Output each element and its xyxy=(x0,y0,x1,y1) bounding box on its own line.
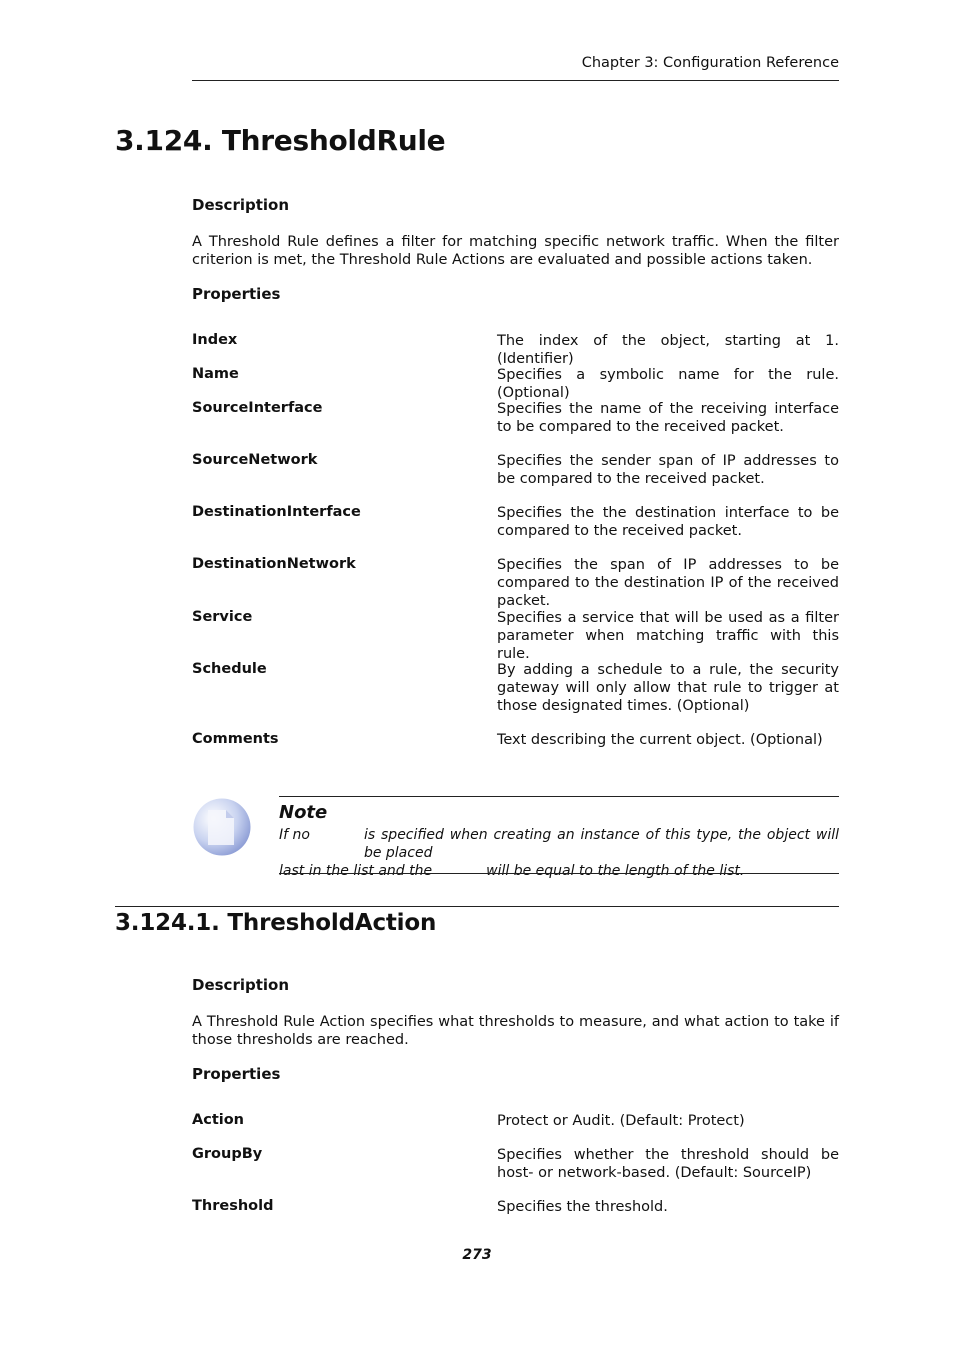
note-icon xyxy=(192,797,252,857)
running-header: Chapter 3: Configuration Reference xyxy=(581,55,839,71)
property-description: Specifies a symbolic name for the rule. (Optional) xyxy=(497,367,839,401)
property-description: Text describing the current object. (Optional) xyxy=(497,732,823,748)
property-name: Service xyxy=(192,609,253,625)
properties-label: Properties xyxy=(192,1065,281,1083)
description-text: A Threshold Rule defines a filter for matching specific network traffic. When the filter criterion is met, the Threshold Rule Actions are evaluated and possible actions taken. xyxy=(192,234,839,268)
property-name: DestinationInterface xyxy=(192,504,361,520)
property-description: Specifies the threshold. xyxy=(497,1199,668,1215)
property-description: Specifies the sender span of IP addresses to be compared to the received packet. xyxy=(497,453,839,487)
property-description: Specifies the the destination interface to be compared to the received packet. xyxy=(497,505,839,539)
property-description: Specifies the name of the receiving interface to be compared to the received packet. xyxy=(497,401,839,435)
properties-label: Properties xyxy=(192,285,281,303)
property-name: Action xyxy=(192,1112,245,1128)
description-label: Description xyxy=(192,196,290,214)
note-bottom-rule xyxy=(279,873,839,874)
note-text-part: last in the list and the xyxy=(279,863,433,879)
property-name: SourceInterface xyxy=(192,400,323,416)
property-name: Threshold xyxy=(192,1198,274,1214)
note-text-part: is specified when creating an instance of this type, the object will be placed xyxy=(363,827,839,861)
description-text: A Threshold Rule Action specifies what thresholds to measure, and what action to take if those thresholds are reached. xyxy=(192,1014,839,1048)
note-top-rule xyxy=(279,796,839,797)
property-name: Name xyxy=(192,366,239,382)
page-number: 273 xyxy=(462,1247,492,1263)
header-rule xyxy=(192,80,839,81)
property-description: Specifies the span of IP addresses to be compared to the destination IP of the received packet. xyxy=(497,557,839,609)
note-text-part: If no xyxy=(279,827,310,843)
property-name: GroupBy xyxy=(192,1146,263,1162)
property-description: The index of the object, starting at 1. (Identifier) xyxy=(497,333,839,367)
property-name: SourceNetwork xyxy=(192,452,318,468)
property-name: Schedule xyxy=(192,661,267,677)
property-description: Protect or Audit. (Default: Protect) xyxy=(497,1113,745,1129)
property-name: Index xyxy=(192,332,238,348)
property-description: By adding a schedule to a rule, the security gateway will only allow that rule to trigger at those designated times. (Optional) xyxy=(497,662,839,714)
subsection-rule xyxy=(115,906,839,907)
subsection-title: 3.124.1. ThresholdAction xyxy=(115,910,437,936)
description-label: Description xyxy=(192,976,290,994)
section-title: 3.124. ThresholdRule xyxy=(115,124,446,157)
property-name: DestinationNetwork xyxy=(192,556,356,572)
property-description: Specifies a service that will be used as a filter parameter when matching traffic with this rule. xyxy=(497,610,839,662)
note-title: Note xyxy=(279,802,328,823)
note-text xyxy=(279,826,839,880)
property-description: Specifies whether the threshold should be host- or network-based. (Default: SourceIP) xyxy=(497,1147,839,1181)
property-name: Comments xyxy=(192,731,279,747)
note-text-part: will be equal to the length of the list. xyxy=(486,863,745,879)
